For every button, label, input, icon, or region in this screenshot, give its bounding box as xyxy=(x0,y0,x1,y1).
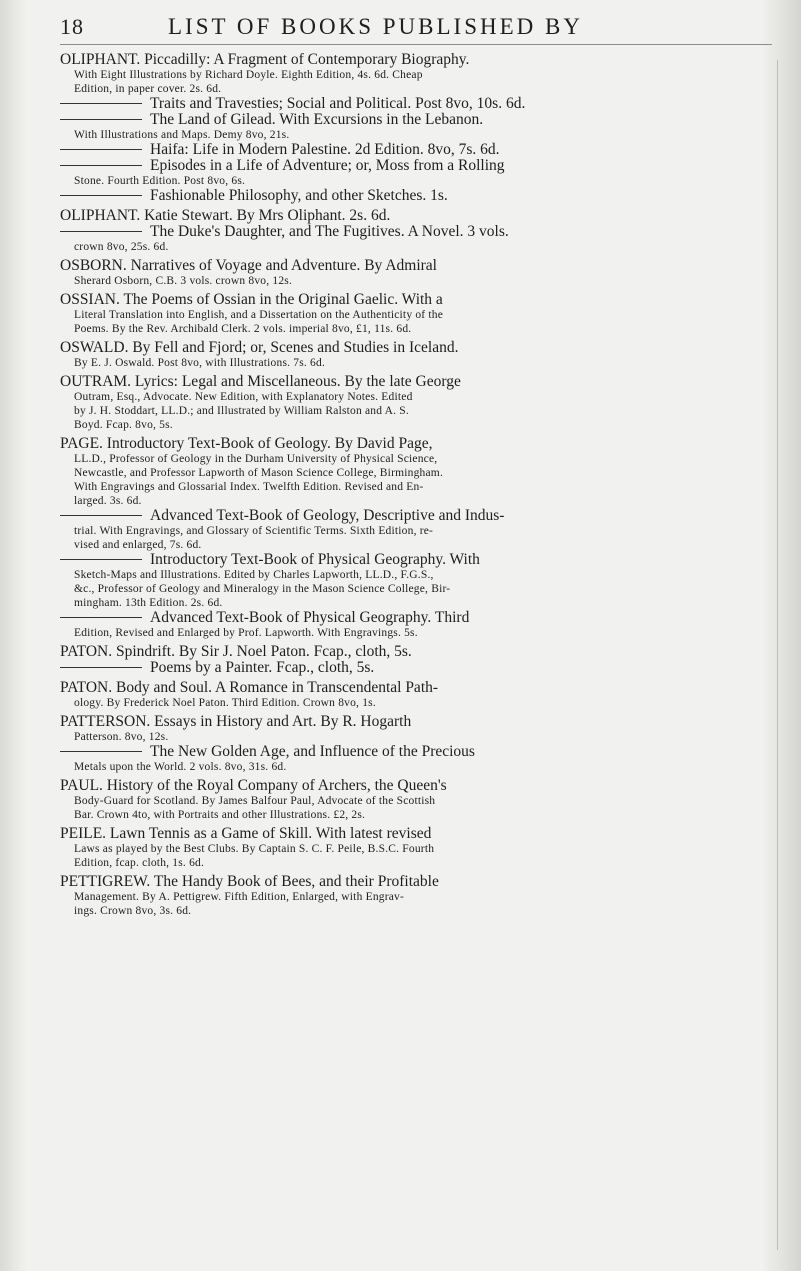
entry-detail: Edition, Revised and Enlarged by Prof. Lapworth. With Engravings. 5s. xyxy=(74,627,418,639)
entry-heading xyxy=(60,374,772,390)
ditto-rule xyxy=(60,119,142,120)
entry-heading-text: PETTIGREW. The Handy Book of Bees, and their Profitable xyxy=(60,874,439,890)
page-header xyxy=(60,6,772,40)
entry-heading-text: OLIPHANT. Katie Stewart. By Mrs Oliphant. 2s. 6d. xyxy=(60,208,391,224)
entry-sub-title-text: Poems by a Painter. Fcap., cloth, 5s. xyxy=(150,660,375,676)
ditto-rule xyxy=(60,103,142,104)
entry-heading xyxy=(60,778,772,794)
ditto-rule xyxy=(60,195,142,196)
entry-sub-title-text: The Duke's Daughter, and The Fugitives. A Novel. 3 vols. xyxy=(150,224,509,240)
entry-heading xyxy=(60,340,772,356)
entry-heading xyxy=(60,644,772,660)
entry-detail: vised and enlarged, 7s. 6d. xyxy=(74,539,202,551)
entry-detail: ology. By Frederick Noel Paton. Third Edition. Crown 8vo, 1s. xyxy=(74,697,376,709)
entry-sub-title xyxy=(60,660,772,676)
entry-detail: Newcastle, and Professor Lapworth of Mason Science College, Birmingham. xyxy=(74,467,444,479)
entry-sub-title-text: Traits and Travesties; Social and Political. Post 8vo, 10s. 6d. xyxy=(150,96,526,112)
entry-sub-title xyxy=(60,610,772,626)
entry-heading-text: PATON. Spindrift. By Sir J. Noel Paton. Fcap., cloth, 5s. xyxy=(60,644,412,660)
ditto-rule xyxy=(60,667,142,668)
entry-detail: Metals upon the World. 2 vols. 8vo, 31s. 6d. xyxy=(74,761,287,773)
entry-heading-text: PAGE. Introductory Text-Book of Geology. By David Page, xyxy=(60,436,433,452)
entry-detail: larged. 3s. 6d. xyxy=(74,495,142,507)
book-entry xyxy=(60,874,772,918)
entry-heading xyxy=(60,258,772,274)
entry-heading xyxy=(60,714,772,730)
book-entry xyxy=(60,778,772,822)
book-entry xyxy=(60,340,772,370)
entry-detail: by J. H. Stoddart, LL.D.; and Illustrated by William Ralston and A. S. xyxy=(74,405,409,417)
entry-sub-title xyxy=(60,188,772,204)
entry-sub-title xyxy=(60,224,772,240)
page-number: 18 xyxy=(60,14,84,39)
entry-detail: With Engravings and Glossarial Index. Twelfth Edition. Revised and En- xyxy=(74,481,424,493)
entry-detail: Boyd. Fcap. 8vo, 5s. xyxy=(74,419,173,431)
entry-detail: Bar. Crown 4to, with Portraits and other Illustrations. £2, 2s. xyxy=(74,809,366,821)
entry-detail: Outram, Esq., Advocate. New Edition, with Explanatory Notes. Edited xyxy=(74,391,413,403)
ditto-rule xyxy=(60,231,142,232)
entry-detail: Management. By A. Pettigrew. Fifth Edition, Enlarged, with Engrav- xyxy=(74,891,405,903)
book-entry xyxy=(60,826,772,870)
page-fold-line xyxy=(777,60,778,1250)
entry-heading xyxy=(60,826,772,842)
book-entry xyxy=(60,436,772,640)
book-entry xyxy=(60,258,772,288)
entry-detail: Poems. By the Rev. Archibald Clerk. 2 vols. imperial 8vo, £1, 11s. 6d. xyxy=(74,323,412,335)
entry-detail: Sketch-Maps and Illustrations. Edited by Charles Lapworth, LL.D., F.G.S., xyxy=(74,569,434,581)
ditto-rule xyxy=(60,559,142,560)
page-shadow-left xyxy=(0,0,28,1271)
entry-sub-title xyxy=(60,96,772,112)
entry-heading-text: PEILE. Lawn Tennis as a Game of Skill. With latest revised xyxy=(60,826,432,842)
entry-sub-title xyxy=(60,158,772,174)
book-entry xyxy=(60,374,772,432)
entry-sub-title-text: The New Golden Age, and Influence of the Precious xyxy=(150,744,475,760)
entry-detail: Patterson. 8vo, 12s. xyxy=(74,731,169,743)
entry-detail: Edition, in paper cover. 2s. 6d. xyxy=(74,83,222,95)
ditto-rule xyxy=(60,751,142,752)
entry-heading xyxy=(60,208,772,224)
entry-sub-title-text: Episodes in a Life of Adventure; or, Moss from a Rolling xyxy=(150,158,505,174)
entry-detail: Stone. Fourth Edition. Post 8vo, 6s. xyxy=(74,175,246,187)
entry-detail: crown 8vo, 25s. 6d. xyxy=(74,241,169,253)
entry-sub-title-text: Advanced Text-Book of Geology, Descriptive and Indus- xyxy=(150,508,505,524)
entry-detail: mingham. 13th Edition. 2s. 6d. xyxy=(74,597,223,609)
entry-sub-title-text: Fashionable Philosophy, and other Sketches. 1s. xyxy=(150,188,448,204)
book-entry xyxy=(60,292,772,336)
entry-detail: By E. J. Oswald. Post 8vo, with Illustrations. 7s. 6d. xyxy=(74,357,326,369)
entry-heading xyxy=(60,680,772,696)
header-rule xyxy=(60,44,772,45)
entry-detail: &c., Professor of Geology and Mineralogy in the Mason Science College, Bir- xyxy=(74,583,451,595)
entry-heading xyxy=(60,52,772,68)
entry-heading xyxy=(60,436,772,452)
book-entry xyxy=(60,680,772,710)
entry-sub-title xyxy=(60,552,772,568)
entry-heading-text: OSBORN. Narratives of Voyage and Adventure. By Admiral xyxy=(60,258,437,274)
book-listing xyxy=(60,52,772,922)
entry-sub-title xyxy=(60,112,772,128)
entry-heading-text: OSWALD. By Fell and Fjord; or, Scenes and Studies in Iceland. xyxy=(60,340,459,356)
entry-sub-title xyxy=(60,142,772,158)
entry-sub-title-text: Advanced Text-Book of Physical Geography. Third xyxy=(150,610,470,626)
entry-detail: With Eight Illustrations by Richard Doyle. Eighth Edition, 4s. 6d. Cheap xyxy=(74,69,423,81)
book-entry xyxy=(60,644,772,676)
ditto-rule xyxy=(60,149,142,150)
ditto-rule xyxy=(60,165,142,166)
entry-heading-text: OUTRAM. Lyrics: Legal and Miscellaneous. By the late George xyxy=(60,374,461,390)
entry-detail: Literal Translation into English, and a Dissertation on the Authenticity of the xyxy=(74,309,444,321)
entry-heading xyxy=(60,874,772,890)
book-entry xyxy=(60,52,772,204)
entry-sub-title-text: The Land of Gilead. With Excursions in the Lebanon. xyxy=(150,112,484,128)
book-entry xyxy=(60,714,772,774)
book-entry xyxy=(60,208,772,254)
entry-detail: Edition, fcap. cloth, 1s. 6d. xyxy=(74,857,205,869)
entry-sub-title xyxy=(60,744,772,760)
entry-heading-text: PATTERSON. Essays in History and Art. By R. Hogarth xyxy=(60,714,412,730)
entry-heading-text: PAUL. History of the Royal Company of Archers, the Queen's xyxy=(60,778,447,794)
entry-detail: Body-Guard for Scotland. By James Balfour Paul, Advocate of the Scottish xyxy=(74,795,436,807)
entry-detail: Sherard Osborn, C.B. 3 vols. crown 8vo, 12s. xyxy=(74,275,293,287)
entry-sub-title-text: Haifa: Life in Modern Palestine. 2d Edition. 8vo, 7s. 6d. xyxy=(150,142,500,158)
entry-heading-text: OLIPHANT. Piccadilly: A Fragment of Contemporary Biography. xyxy=(60,52,470,68)
entry-detail: trial. With Engravings, and Glossary of Scientific Terms. Sixth Edition, re- xyxy=(74,525,434,537)
ditto-rule xyxy=(60,617,142,618)
entry-sub-title xyxy=(60,508,772,524)
running-title: LIST OF BOOKS PUBLISHED BY xyxy=(168,14,583,39)
entry-detail: ings. Crown 8vo, 3s. 6d. xyxy=(74,905,192,917)
entry-heading xyxy=(60,292,772,308)
entry-heading-text: PATON. Body and Soul. A Romance in Transcendental Path- xyxy=(60,680,439,696)
entry-detail: LL.D., Professor of Geology in the Durham University of Physical Science, xyxy=(74,453,438,465)
entry-detail: With Illustrations and Maps. Demy 8vo, 21s. xyxy=(74,129,290,141)
entry-heading-text: OSSIAN. The Poems of Ossian in the Original Gaelic. With a xyxy=(60,292,443,308)
page-content xyxy=(60,0,772,1271)
entry-sub-title-text: Introductory Text-Book of Physical Geography. With xyxy=(150,552,480,568)
ditto-rule xyxy=(60,515,142,516)
entry-detail: Laws as played by the Best Clubs. By Captain S. C. F. Peile, B.S.C. Fourth xyxy=(74,843,435,855)
